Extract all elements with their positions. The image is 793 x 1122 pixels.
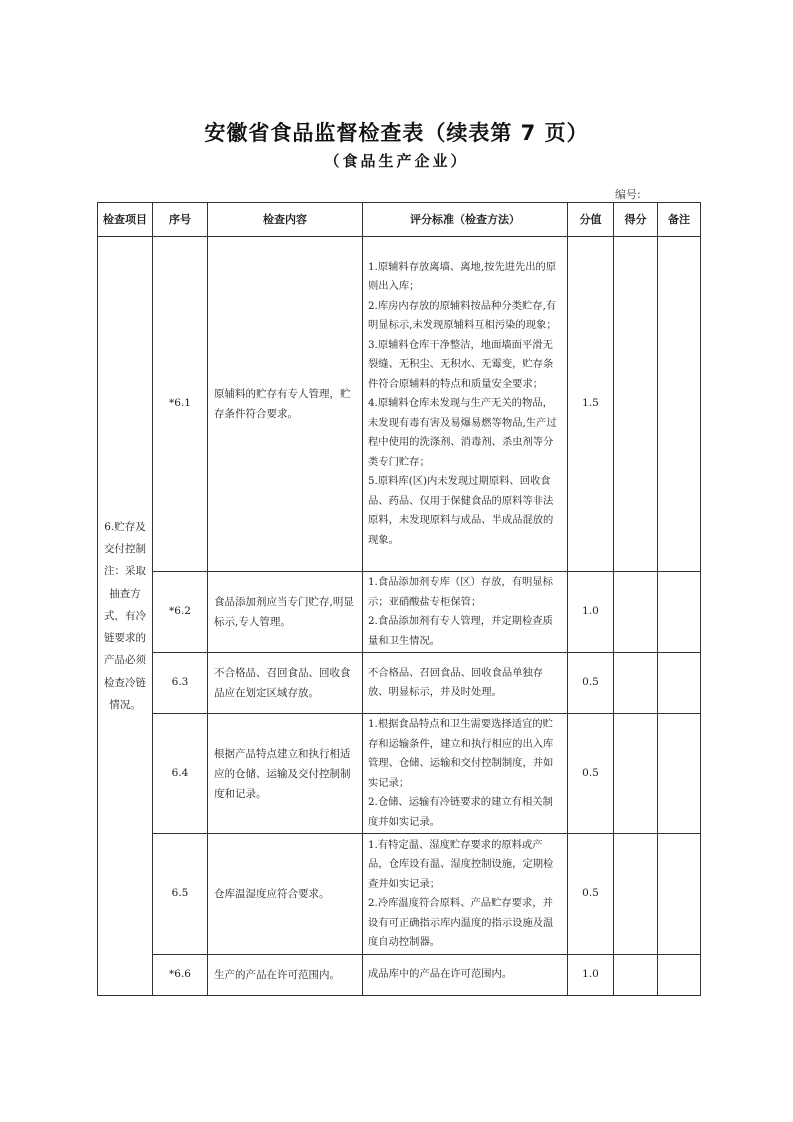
remark-field[interactable] xyxy=(658,653,701,714)
page-title: 安徽省食品监督检查表（续表第 7 页） xyxy=(204,121,589,145)
item-content: 原辅料的贮存有专人管理，贮存条件符合要求。 xyxy=(208,237,363,572)
table-row xyxy=(98,653,701,714)
item-score: 1.5 xyxy=(568,237,614,572)
item-criteria xyxy=(363,955,568,996)
table-row xyxy=(98,572,701,653)
item-content: 仓库温湿度应符合要求。 xyxy=(208,834,363,955)
item-number: 6.5 xyxy=(153,834,208,955)
obtained-score-field[interactable] xyxy=(614,237,658,572)
criteria-line: 2.食品添加剂有专人管理，并定期检查质量和卫生情况。 xyxy=(368,615,553,647)
criteria-line: 5.原料库(区)内未发现过期原料、回收食品、药品、仅用于保健食品的原料等非法原料，未发现原料与成品、半成品混放的现象。 xyxy=(368,475,554,546)
criteria-line: 1.原辅料存放离墙、离地,按先进先出的原则出入库； xyxy=(368,260,557,293)
criteria-line: 1.食品添加剂专库（区）存放，有明显标示；亚硝酸盐专柜保管； xyxy=(368,576,553,608)
table-row xyxy=(98,955,701,996)
item-criteria xyxy=(363,714,568,834)
table-row xyxy=(98,237,701,572)
item-score: 1.0 xyxy=(568,955,614,996)
remark-field[interactable] xyxy=(658,572,701,653)
criteria-line: 成品库中的产品在许可范围内。 xyxy=(368,968,513,981)
header-remark: 备注 xyxy=(658,203,701,237)
header-score: 分值 xyxy=(568,203,614,237)
criteria-line: 不合格品、召回食品、回收食品单独存放、明显标示，并及时处理。 xyxy=(368,666,544,698)
table-row xyxy=(98,714,701,834)
item-criteria xyxy=(363,834,568,955)
obtained-score-field[interactable] xyxy=(614,653,658,714)
remark-field[interactable] xyxy=(658,237,701,572)
item-criteria xyxy=(363,572,568,653)
header-category: 检查项目 xyxy=(98,203,153,237)
item-criteria xyxy=(363,653,568,714)
header-obtained: 得分 xyxy=(614,203,658,237)
category-cell xyxy=(98,237,153,996)
criteria-line: 3.原辅料仓库干净整洁，地面墙面平滑无裂缝、无积尘、无积水、无霉变，贮存条件符合原辅料的特点和质量安全要求； xyxy=(368,338,554,390)
item-number: *6.1 xyxy=(153,237,208,572)
item-score: 1.0 xyxy=(568,572,614,653)
obtained-score-field[interactable] xyxy=(614,955,658,996)
item-criteria xyxy=(363,237,568,572)
criteria-line: 4.原辅料仓库未发现与生产无关的物品，未发现有毒有害及易爆易燃等物品,生产过程中使用的洗涤剂、消毒剂、杀虫剂等分类专门贮存； xyxy=(368,397,557,468)
item-content: 根据产品特点建立和执行相适应的仓储、运输及交付控制制度和记录。 xyxy=(208,714,363,834)
remark-field[interactable] xyxy=(658,714,701,834)
page-subtitle: （食品生产企业） xyxy=(324,152,469,170)
item-number: 6.4 xyxy=(153,714,208,834)
obtained-score-field[interactable] xyxy=(614,572,658,653)
serial-number-label: 编号: xyxy=(615,188,641,201)
item-number: *6.6 xyxy=(153,955,208,996)
table-header-row xyxy=(98,203,701,237)
header-no: 序号 xyxy=(153,203,208,237)
obtained-score-field[interactable] xyxy=(614,834,658,955)
inspection-table xyxy=(97,202,701,996)
item-number: 6.3 xyxy=(153,653,208,714)
item-score: 0.5 xyxy=(568,714,614,834)
item-content: 不合格品、召回食品、回收食品应在划定区域存放。 xyxy=(208,653,363,714)
header-criteria: 评分标准（检查方法） xyxy=(363,203,568,237)
item-score: 0.5 xyxy=(568,834,614,955)
item-score: 0.5 xyxy=(568,653,614,714)
item-content: 食品添加剂应当专门贮存,明显标示,专人管理。 xyxy=(208,572,363,653)
criteria-line: 1.有特定温、湿度贮存要求的原料或产品，仓库设有温、湿度控制设施，定期检查并如实记录； xyxy=(368,838,554,890)
obtained-score-field[interactable] xyxy=(614,714,658,834)
criteria-line: 2.仓储、运输有冷链要求的建立有相关制度并如实记录。 xyxy=(368,796,553,828)
item-content: 生产的产品在许可范围内。 xyxy=(208,955,363,996)
criteria-line: 2.冷库温度符合原料、产品贮存要求，并设有可正确指示库内温度的指示设施及温度自动控制器。 xyxy=(368,897,554,948)
criteria-line: 1.根据食品特点和卫生需要选择适宜的贮存和运输条件，建立和执行相应的出入库管理、仓储、运输和交付控制制度，并如实记录； xyxy=(368,718,554,789)
remark-field[interactable] xyxy=(658,834,701,955)
table-row xyxy=(98,834,701,955)
header-content: 检查内容 xyxy=(208,203,363,237)
category-text: 6.贮存及交付控制注：采取抽查方式，有冷链要求的产品必须检查冷链情况。 xyxy=(104,521,146,711)
remark-field[interactable] xyxy=(658,955,701,996)
item-number: *6.2 xyxy=(153,572,208,653)
criteria-line: 2.库房内存放的原辅料按品种分类贮存,有明显标示,未发现原辅料互相污染的现象； xyxy=(368,299,557,332)
